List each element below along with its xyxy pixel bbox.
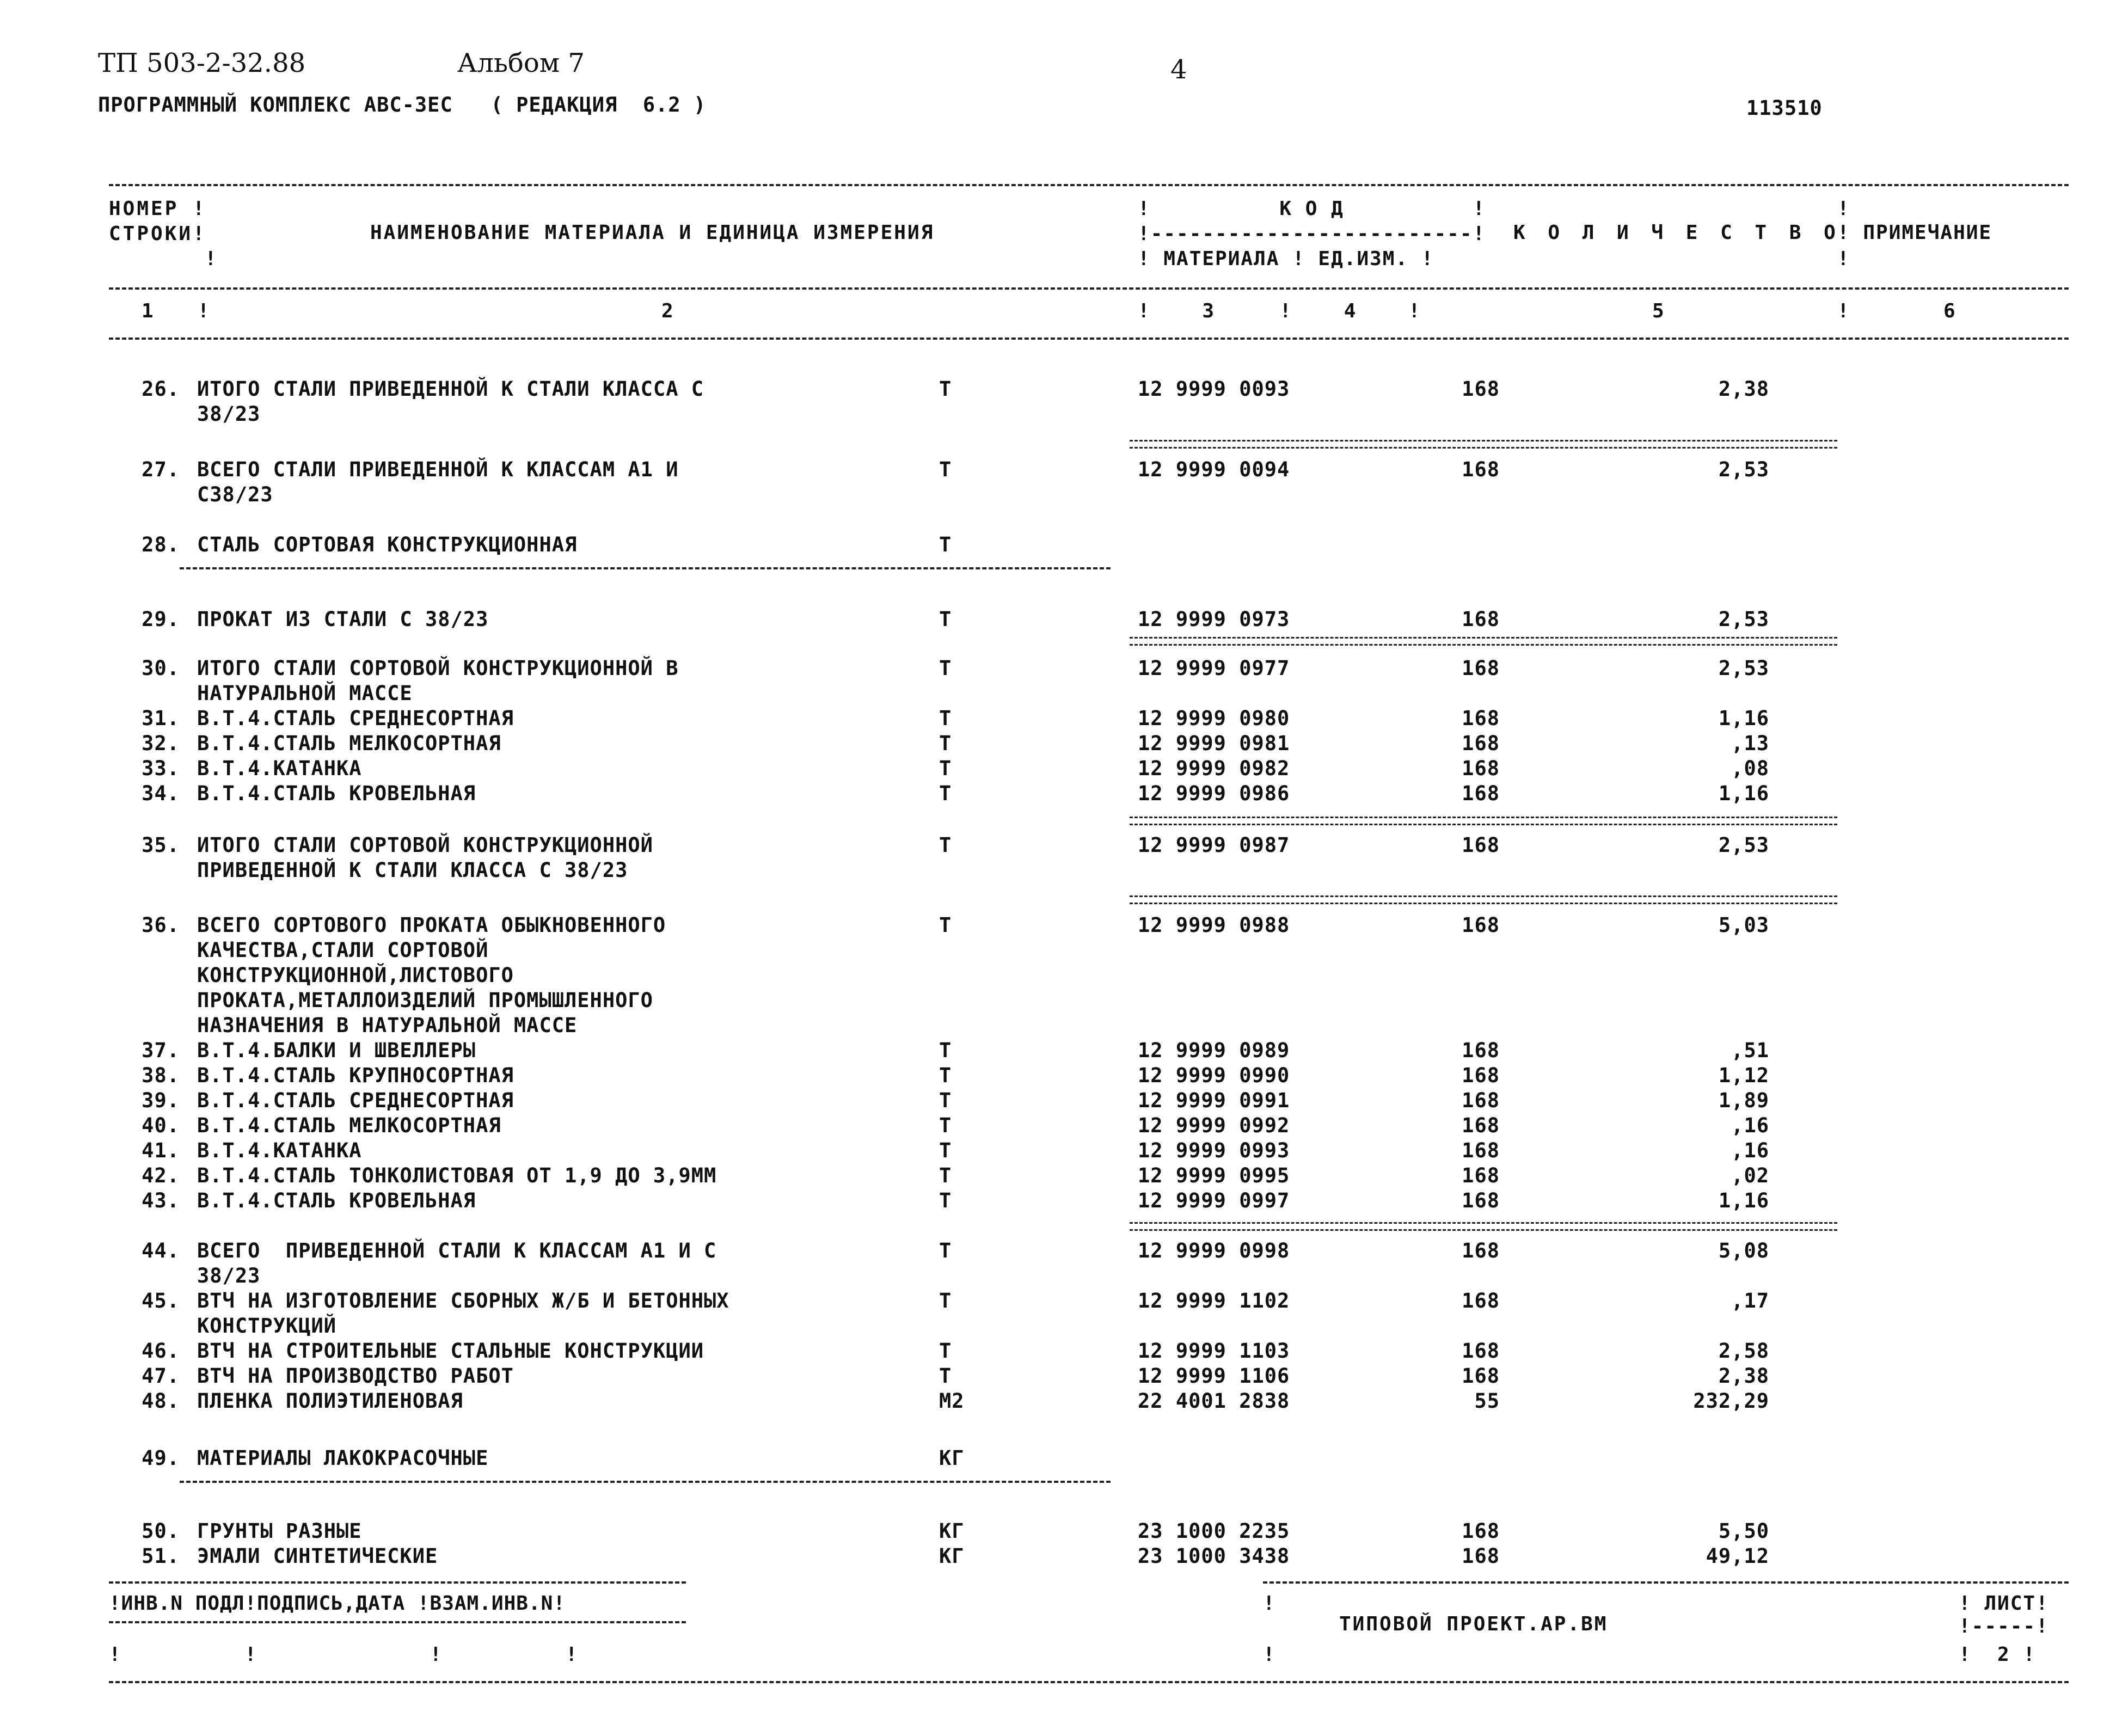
table-row	[0, 1544, 2122, 1569]
table-row	[0, 1188, 2122, 1213]
material-code: 12 9999 0986	[1138, 782, 1290, 805]
quantity: 49,12	[1706, 1544, 1769, 1568]
material-name: В.Т.4.КАТАНКА	[197, 1139, 362, 1162]
material-name: 38/23	[197, 402, 261, 426]
album-label: Альбом 7	[457, 48, 585, 78]
material-name: КОНСТРУКЦИЙ	[197, 1314, 337, 1338]
unit-code: 168	[1462, 1364, 1500, 1388]
unit-of-measure: Т	[939, 1114, 952, 1137]
material-name: ЭМАЛИ СИНТЕТИЧЕСКИЕ	[197, 1544, 438, 1568]
material-name: ВСЕГО СОРТОВОГО ПРОКАТА ОБЫКНОВЕННОГО	[197, 913, 666, 937]
material-code: 12 9999 1103	[1138, 1339, 1290, 1363]
table-row	[0, 1138, 2122, 1163]
title-block-bar: !	[1263, 1592, 1277, 1615]
total-separator	[1130, 895, 1837, 904]
row-number: 31.	[142, 707, 180, 730]
unit-of-measure: Т	[939, 657, 952, 680]
row-number: 35.	[142, 833, 180, 857]
unit-of-measure: Т	[939, 913, 952, 937]
material-name: В.Т.4.СТАЛЬ СРЕДНЕСОРТНАЯ	[197, 1089, 514, 1112]
material-name: ПРОКАТА,МЕТАЛЛОИЗДЕЛИЙ ПРОМЫШЛЕННОГО	[197, 989, 653, 1012]
material-code: 12 9999 0987	[1138, 833, 1290, 857]
row-number: 48.	[142, 1389, 180, 1413]
total-separator	[1130, 637, 1837, 646]
unit-code: 55	[1474, 1389, 1500, 1413]
unit-of-measure: Т	[939, 1189, 952, 1212]
quantity: 232,29	[1693, 1389, 1769, 1413]
title-block-bar-lower: !	[1263, 1643, 1277, 1666]
note-column-header: ! ПРИМЕЧАНИЕ	[1837, 222, 1992, 244]
qty-column-header: К О Л И Ч Е С Т В О	[1513, 222, 1841, 244]
stamp-bars: ! ! ! !	[109, 1643, 578, 1666]
material-name: СТАЛЬ СОРТОВАЯ КОНСТРУКЦИОННАЯ	[197, 533, 578, 556]
material-name: ПРИВЕДЕННОЙ К СТАЛИ КЛАССА С 38/23	[197, 858, 628, 882]
stamp-top-rule	[109, 1581, 686, 1584]
quantity: 1,12	[1718, 1064, 1769, 1087]
section-rule	[180, 1481, 1111, 1483]
table-row	[0, 532, 2122, 557]
material-code: 23 1000 2235	[1138, 1519, 1290, 1543]
material-name: ВТЧ НА СТРОИТЕЛЬНЫЕ СТАЛЬНЫЕ КОНСТРУКЦИИ	[197, 1339, 704, 1363]
page-bottom-rule	[109, 1681, 2069, 1683]
quantity: 1,89	[1718, 1089, 1769, 1112]
row-number: 34.	[142, 782, 180, 805]
material-name: ВСЕГО СТАЛИ ПРИВЕДЕННОЙ К КЛАССАМ А1 И	[197, 458, 679, 481]
row-number: 37.	[142, 1039, 180, 1062]
unit-code: 168	[1462, 458, 1500, 481]
material-name: В.Т.4.СТАЛЬ КРОВЕЛЬНАЯ	[197, 1189, 476, 1212]
material-name: КОНСТРУКЦИОННОЙ,ЛИСТОВОГО	[197, 964, 514, 987]
material-code: 12 9999 0094	[1138, 458, 1290, 481]
table-row	[0, 963, 2122, 988]
quantity: 2,53	[1718, 657, 1769, 680]
table-row	[0, 457, 2122, 482]
table-row	[0, 913, 2122, 938]
quantity: ,51	[1731, 1039, 1769, 1062]
unit-code: 168	[1462, 1039, 1500, 1062]
material-name: ИТОГО СТАЛИ СОРТОВОЙ КОНСТРУКЦИОННОЙ	[197, 833, 653, 857]
total-separator	[1130, 817, 1837, 825]
table-row	[0, 402, 2122, 427]
table-row	[0, 1389, 2122, 1414]
material-name: С38/23	[197, 483, 273, 506]
material-name: В.Т.4.БАЛКИ И ШВЕЛЛЕРЫ	[197, 1039, 476, 1062]
code-header-3: ! МАТЕРИАЛА ! ЕД.ИЗМ. !	[1138, 248, 1434, 270]
title-block-top-rule	[1263, 1581, 2069, 1584]
material-name: В.Т.4.СТАЛЬ СРЕДНЕСОРТНАЯ	[197, 707, 514, 730]
unit-of-measure: Т	[939, 1289, 952, 1312]
quantity: 5,03	[1718, 913, 1769, 937]
table-row	[0, 681, 2122, 706]
unit-of-measure: Т	[939, 1064, 952, 1087]
header-mid-rule	[109, 287, 2069, 290]
quantity: ,17	[1731, 1289, 1769, 1312]
table-row	[0, 1519, 2122, 1544]
material-name: КАЧЕСТВА,СТАЛИ СОРТОВОЙ	[197, 938, 489, 962]
project-title: ТИПОВОЙ ПРОЕКТ.АР.ВМ	[1339, 1613, 1608, 1635]
material-code: 12 9999 0991	[1138, 1089, 1290, 1112]
unit-of-measure: Т	[939, 757, 952, 780]
unit-of-measure: КГ	[939, 1544, 965, 1568]
quantity: 2,53	[1718, 458, 1769, 481]
row-number: 46.	[142, 1339, 180, 1363]
row-number: 47.	[142, 1364, 180, 1388]
material-name: В.Т.4.СТАЛЬ КРУПНОСОРТНАЯ	[197, 1064, 514, 1087]
material-name: ВТЧ НА ПРОИЗВОДСТВО РАБОТ	[197, 1364, 514, 1388]
unit-of-measure: КГ	[939, 1519, 965, 1543]
unit-of-measure: Т	[939, 1164, 952, 1187]
row-number: 32.	[142, 732, 180, 755]
sheet-number: ! 2 !	[1959, 1643, 2037, 1666]
table-row	[0, 938, 2122, 963]
header-bottom-rule	[109, 338, 2069, 340]
material-code: 12 9999 0977	[1138, 657, 1290, 680]
row-number: 45.	[142, 1289, 180, 1312]
unit-code: 168	[1462, 833, 1500, 857]
material-code: 12 9999 0997	[1138, 1189, 1290, 1212]
total-separator	[1130, 1222, 1837, 1231]
material-code: 12 9999 0982	[1138, 757, 1290, 780]
unit-code: 168	[1462, 1519, 1500, 1543]
unit-code: 168	[1462, 1544, 1500, 1568]
unit-code: 168	[1462, 1089, 1500, 1112]
unit-of-measure: Т	[939, 1139, 952, 1162]
material-code: 12 9999 0981	[1138, 732, 1290, 755]
header-top-rule	[109, 184, 2069, 186]
material-name: В.Т.4.СТАЛЬ КРОВЕЛЬНАЯ	[197, 782, 476, 805]
table-row	[0, 1088, 2122, 1113]
row-number: 42.	[142, 1164, 180, 1187]
unit-of-measure: Т	[939, 458, 952, 481]
row-number: 49.	[142, 1446, 180, 1470]
material-code: 12 9999 1102	[1138, 1289, 1290, 1312]
page-number: 4	[1170, 54, 1187, 85]
unit-of-measure: Т	[939, 608, 952, 631]
quantity: 2,53	[1718, 608, 1769, 631]
row-number: 43.	[142, 1189, 180, 1212]
unit-of-measure: Т	[939, 1239, 952, 1262]
unit-code: 168	[1462, 377, 1500, 401]
unit-code: 168	[1462, 1164, 1500, 1187]
col-num-6: 6	[1943, 300, 1958, 322]
row-number: 44.	[142, 1239, 180, 1262]
unit-of-measure: Т	[939, 707, 952, 730]
table-row	[0, 858, 2122, 883]
unit-of-measure: Т	[939, 833, 952, 857]
material-name: ВТЧ НА ИЗГОТОВЛЕНИЕ СБОРНЫХ Ж/Б И БЕТОННЫХ	[197, 1289, 729, 1312]
unit-code: 168	[1462, 1189, 1500, 1212]
material-name: ПРОКАТ ИЗ СТАЛИ С 38/23	[197, 608, 489, 631]
name-column-header: НАИМЕНОВАНИЕ МАТЕРИАЛА И ЕДИНИЦА ИЗМЕРЕНИЯ	[370, 222, 935, 244]
row-number: 29.	[142, 608, 180, 631]
unit-code: 168	[1462, 1239, 1500, 1262]
unit-of-measure: Т	[939, 1364, 952, 1388]
quantity: ,08	[1731, 757, 1769, 780]
unit-code: 168	[1462, 1064, 1500, 1087]
section-rule	[180, 567, 1111, 569]
doc-id: 113510	[1746, 96, 1823, 120]
table-row	[0, 988, 2122, 1013]
unit-of-measure: Т	[939, 782, 952, 805]
unit-of-measure: Т	[939, 533, 952, 556]
material-code: 12 9999 0973	[1138, 608, 1290, 631]
row-number: 41.	[142, 1139, 180, 1162]
col-num-3-4: ! 3 ! 4 !	[1138, 300, 1421, 322]
material-code: 12 9999 0992	[1138, 1114, 1290, 1137]
material-name: МАТЕРИАЛЫ ЛАКОКРАСОЧНЫЕ	[197, 1446, 489, 1470]
table-row	[0, 756, 2122, 781]
row-number: 38.	[142, 1064, 180, 1087]
table-row	[0, 1289, 2122, 1314]
material-code: 22 4001 2838	[1138, 1389, 1290, 1413]
unit-code: 168	[1462, 782, 1500, 805]
code-header-2: !-------------------------!	[1138, 223, 1486, 245]
table-row	[0, 1238, 2122, 1263]
quantity: ,16	[1731, 1139, 1769, 1162]
quantity: 2,58	[1718, 1339, 1769, 1363]
material-code: 12 9999 0980	[1138, 707, 1290, 730]
unit-of-measure: Т	[939, 1339, 952, 1363]
col-num-bar: !	[1837, 300, 1851, 322]
material-code: 12 9999 0093	[1138, 377, 1290, 401]
row-number: 26.	[142, 377, 180, 401]
row-number: 30.	[142, 657, 180, 680]
unit-code: 168	[1462, 1114, 1500, 1137]
row-number: 50.	[142, 1519, 180, 1543]
unit-code: 168	[1462, 1339, 1500, 1363]
unit-code: 168	[1462, 757, 1500, 780]
material-code: 12 9999 0988	[1138, 913, 1290, 937]
table-row	[0, 1339, 2122, 1364]
table-row	[0, 607, 2122, 632]
table-row	[0, 833, 2122, 858]
table-row	[0, 1038, 2122, 1063]
row-num-header-2: СТРОКИ!	[109, 223, 207, 245]
table-row	[0, 656, 2122, 681]
stamp-mid-rule	[109, 1621, 686, 1623]
quantity: 1,16	[1718, 782, 1769, 805]
unit-code: 168	[1462, 657, 1500, 680]
row-number: 36.	[142, 913, 180, 937]
row-num-header-3: !	[205, 248, 219, 270]
unit-of-measure: М2	[939, 1389, 965, 1413]
unit-of-measure: Т	[939, 1089, 952, 1112]
material-name: В.Т.4.СТАЛЬ ТОНКОЛИСТОВАЯ ОТ 1,9 ДО 3,9ММ	[197, 1164, 717, 1187]
material-code: 12 9999 0995	[1138, 1164, 1290, 1187]
row-number: 39.	[142, 1089, 180, 1112]
material-name: В.Т.4.СТАЛЬ МЕЛКОСОРТНАЯ	[197, 1114, 501, 1137]
sheet-label: ! ЛИСТ!	[1959, 1592, 2049, 1615]
quantity: 5,08	[1718, 1239, 1769, 1262]
sheet-separator: !-----!	[1959, 1615, 2049, 1637]
doc-code: ТП 503-2-32.88	[98, 48, 306, 78]
unit-code: 168	[1462, 732, 1500, 755]
material-name: В.Т.4.СТАЛЬ МЕЛКОСОРТНАЯ	[197, 732, 501, 755]
quantity: ,13	[1731, 732, 1769, 755]
material-name: 38/23	[197, 1264, 261, 1287]
material-name: ИТОГО СТАЛИ СОРТОВОЙ КОНСТРУКЦИОННОЙ В	[197, 657, 679, 680]
qty-bar-top: !	[1837, 198, 1851, 220]
unit-of-measure: КГ	[939, 1446, 965, 1470]
quantity: 2,38	[1718, 1364, 1769, 1388]
unit-code: 168	[1462, 1139, 1500, 1162]
table-row	[0, 377, 2122, 402]
material-name: ПЛЕНКА ПОЛИЭТИЛЕНОВАЯ	[197, 1389, 463, 1413]
material-name: В.Т.4.КАТАНКА	[197, 757, 362, 780]
col-num-1: 1 !	[142, 300, 212, 322]
material-code: 12 9999 0990	[1138, 1064, 1290, 1087]
code-header-1: ! К О Д !	[1138, 198, 1486, 220]
unit-code: 168	[1462, 608, 1500, 631]
material-code: 12 9999 0989	[1138, 1039, 1290, 1062]
note-bar-bottom: !	[1837, 248, 1851, 270]
material-code: 12 9999 1106	[1138, 1364, 1290, 1388]
row-number: 28.	[142, 533, 180, 556]
total-separator	[1130, 440, 1837, 449]
col-num-2: 2	[661, 300, 676, 322]
material-name: НАЗНАЧЕНИЯ В НАТУРАЛЬНОЙ МАССЕ	[197, 1014, 578, 1037]
quantity: 2,38	[1718, 377, 1769, 401]
quantity: 5,50	[1718, 1519, 1769, 1543]
unit-code: 168	[1462, 1289, 1500, 1312]
material-name: ГРУНТЫ РАЗНЫЕ	[197, 1519, 362, 1543]
material-name: НАТУРАЛЬНОЙ МАССЕ	[197, 682, 413, 705]
unit-code: 168	[1462, 913, 1500, 937]
unit-of-measure: Т	[939, 732, 952, 755]
table-row	[0, 1314, 2122, 1339]
row-num-header-1: НОМЕР !	[109, 198, 207, 220]
material-name: ВСЕГО ПРИВЕДЕННОЙ СТАЛИ К КЛАССАМ А1 И С	[197, 1239, 717, 1262]
table-row	[0, 482, 2122, 507]
unit-code: 168	[1462, 707, 1500, 730]
stamp-labels: !ИНВ.N ПОДЛ!ПОДПИСЬ,ДАТА !ВЗАМ.ИНВ.N!	[109, 1592, 566, 1615]
program-line: ПРОГРАММНЫЙ КОМПЛЕКС АВС-3ЕС ( РЕДАКЦИЯ 6.2 )	[98, 93, 707, 116]
material-code: 23 1000 3438	[1138, 1544, 1290, 1568]
table-row	[0, 1113, 2122, 1138]
quantity: 1,16	[1718, 1189, 1769, 1212]
table-row	[0, 1263, 2122, 1289]
table-row	[0, 1364, 2122, 1389]
quantity: ,02	[1731, 1164, 1769, 1187]
table-row	[0, 1163, 2122, 1188]
row-number: 27.	[142, 458, 180, 481]
table-row	[0, 706, 2122, 731]
table-row	[0, 1013, 2122, 1038]
row-number: 40.	[142, 1114, 180, 1137]
unit-of-measure: Т	[939, 1039, 952, 1062]
row-number: 51.	[142, 1544, 180, 1568]
quantity: 2,53	[1718, 833, 1769, 857]
quantity: ,16	[1731, 1114, 1769, 1137]
table-row	[0, 1446, 2122, 1471]
material-code: 12 9999 0993	[1138, 1139, 1290, 1162]
col-num-5: 5	[1652, 300, 1666, 322]
table-row	[0, 731, 2122, 756]
material-name: ИТОГО СТАЛИ ПРИВЕДЕННОЙ К СТАЛИ КЛАССА С	[197, 377, 704, 401]
material-code: 12 9999 0998	[1138, 1239, 1290, 1262]
table-row	[0, 781, 2122, 806]
row-number: 33.	[142, 757, 180, 780]
quantity: 1,16	[1718, 707, 1769, 730]
table-row	[0, 1063, 2122, 1088]
unit-of-measure: Т	[939, 377, 952, 401]
